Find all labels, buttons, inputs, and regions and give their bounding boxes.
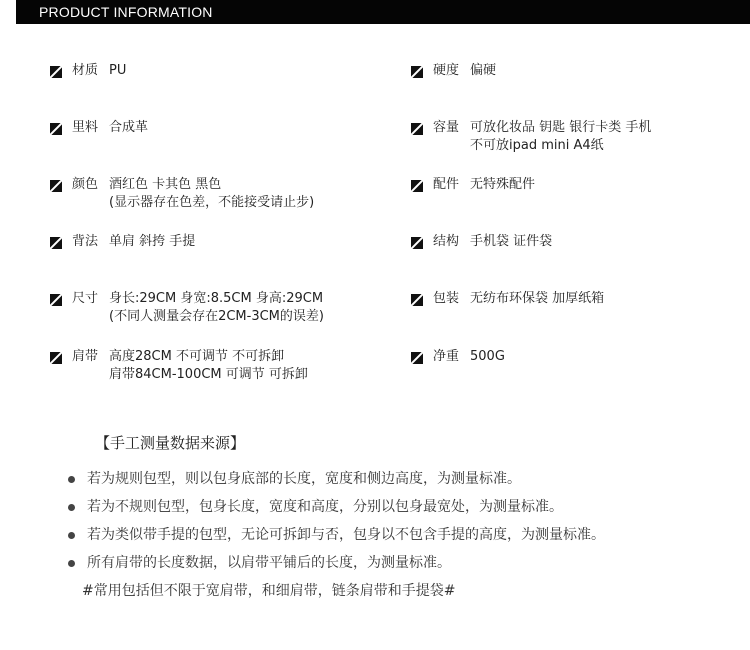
list-item-text: 所有肩带的长度数据，以肩带平铺后的长度，为测量标准。 bbox=[87, 555, 451, 571]
spec-value: 手机袋 证件袋 bbox=[470, 234, 553, 249]
spec-value: 酒红色 卡其色 黑色 (显示器存在色差，不能接受请止步) bbox=[109, 177, 315, 210]
spec-value: 高度28CM 不可调节 不可拆卸 肩带84CM-100CM 可调节 可拆卸 bbox=[109, 349, 308, 382]
spec-label: 容量 bbox=[433, 120, 460, 135]
measurement-note: #常用包括但不限于宽肩带，和细肩带，链条肩带和手提袋# bbox=[82, 583, 456, 599]
slash-marker-icon bbox=[411, 294, 423, 306]
slash-marker-icon bbox=[411, 352, 423, 364]
bullet-dot-icon bbox=[68, 532, 75, 539]
spec-value: 身长:29CM 身宽:8.5CM 身高:29CM (不同人测量会存在2CM-3CM的误差) bbox=[109, 291, 324, 324]
slash-marker-icon bbox=[50, 352, 62, 364]
spec-value: PU bbox=[109, 63, 127, 78]
spec-label: 包装 bbox=[433, 291, 460, 306]
slash-marker-icon bbox=[50, 180, 62, 192]
spec-value: 合成革 bbox=[109, 120, 149, 135]
bullet-dot-icon bbox=[68, 560, 75, 567]
spec-label: 硬度 bbox=[433, 63, 460, 78]
spec-value: 无特殊配件 bbox=[470, 177, 536, 192]
spec-label: 材质 bbox=[72, 63, 99, 78]
page-title: PRODUCT INFORMATION bbox=[39, 4, 213, 20]
spec-value: 可放化妆品 钥匙 银行卡类 手机 不可放ipad mini A4纸 bbox=[470, 120, 652, 153]
measurement-title: 【手工测量数据来源】 bbox=[95, 434, 246, 452]
slash-marker-icon bbox=[50, 294, 62, 306]
slash-marker-icon bbox=[50, 237, 62, 249]
list-item-text: 若为不规则包型，包身长度，宽度和高度，分别以包身最宽处，为测量标准。 bbox=[87, 499, 563, 515]
spec-label: 背法 bbox=[72, 234, 99, 249]
list-item-text: 若为类似带手提的包型，无论可拆卸与否，包身以不包含手提的高度，为测量标准。 bbox=[87, 527, 605, 543]
header-bar bbox=[16, 0, 750, 24]
spec-label: 里料 bbox=[72, 120, 99, 135]
spec-label: 尺寸 bbox=[72, 291, 99, 306]
spec-value: 无纺布环保袋 加厚纸箱 bbox=[470, 291, 605, 306]
spec-label: 配件 bbox=[433, 177, 460, 192]
spec-value: 单肩 斜挎 手提 bbox=[109, 234, 196, 249]
spec-label: 颜色 bbox=[72, 177, 99, 192]
slash-marker-icon bbox=[411, 123, 423, 135]
slash-marker-icon bbox=[411, 180, 423, 192]
spec-value: 偏硬 bbox=[470, 63, 497, 78]
slash-marker-icon bbox=[50, 66, 62, 78]
spec-label: 肩带 bbox=[72, 349, 99, 364]
spec-label: 净重 bbox=[433, 349, 460, 364]
list-item-text: 若为规则包型，则以包身底部的长度，宽度和侧边高度，为测量标准。 bbox=[87, 471, 521, 487]
bullet-dot-icon bbox=[68, 476, 75, 483]
slash-marker-icon bbox=[411, 66, 423, 78]
slash-marker-icon bbox=[411, 237, 423, 249]
spec-value: 500G bbox=[470, 349, 505, 364]
slash-marker-icon bbox=[50, 123, 62, 135]
bullet-dot-icon bbox=[68, 504, 75, 511]
spec-label: 结构 bbox=[433, 234, 460, 249]
